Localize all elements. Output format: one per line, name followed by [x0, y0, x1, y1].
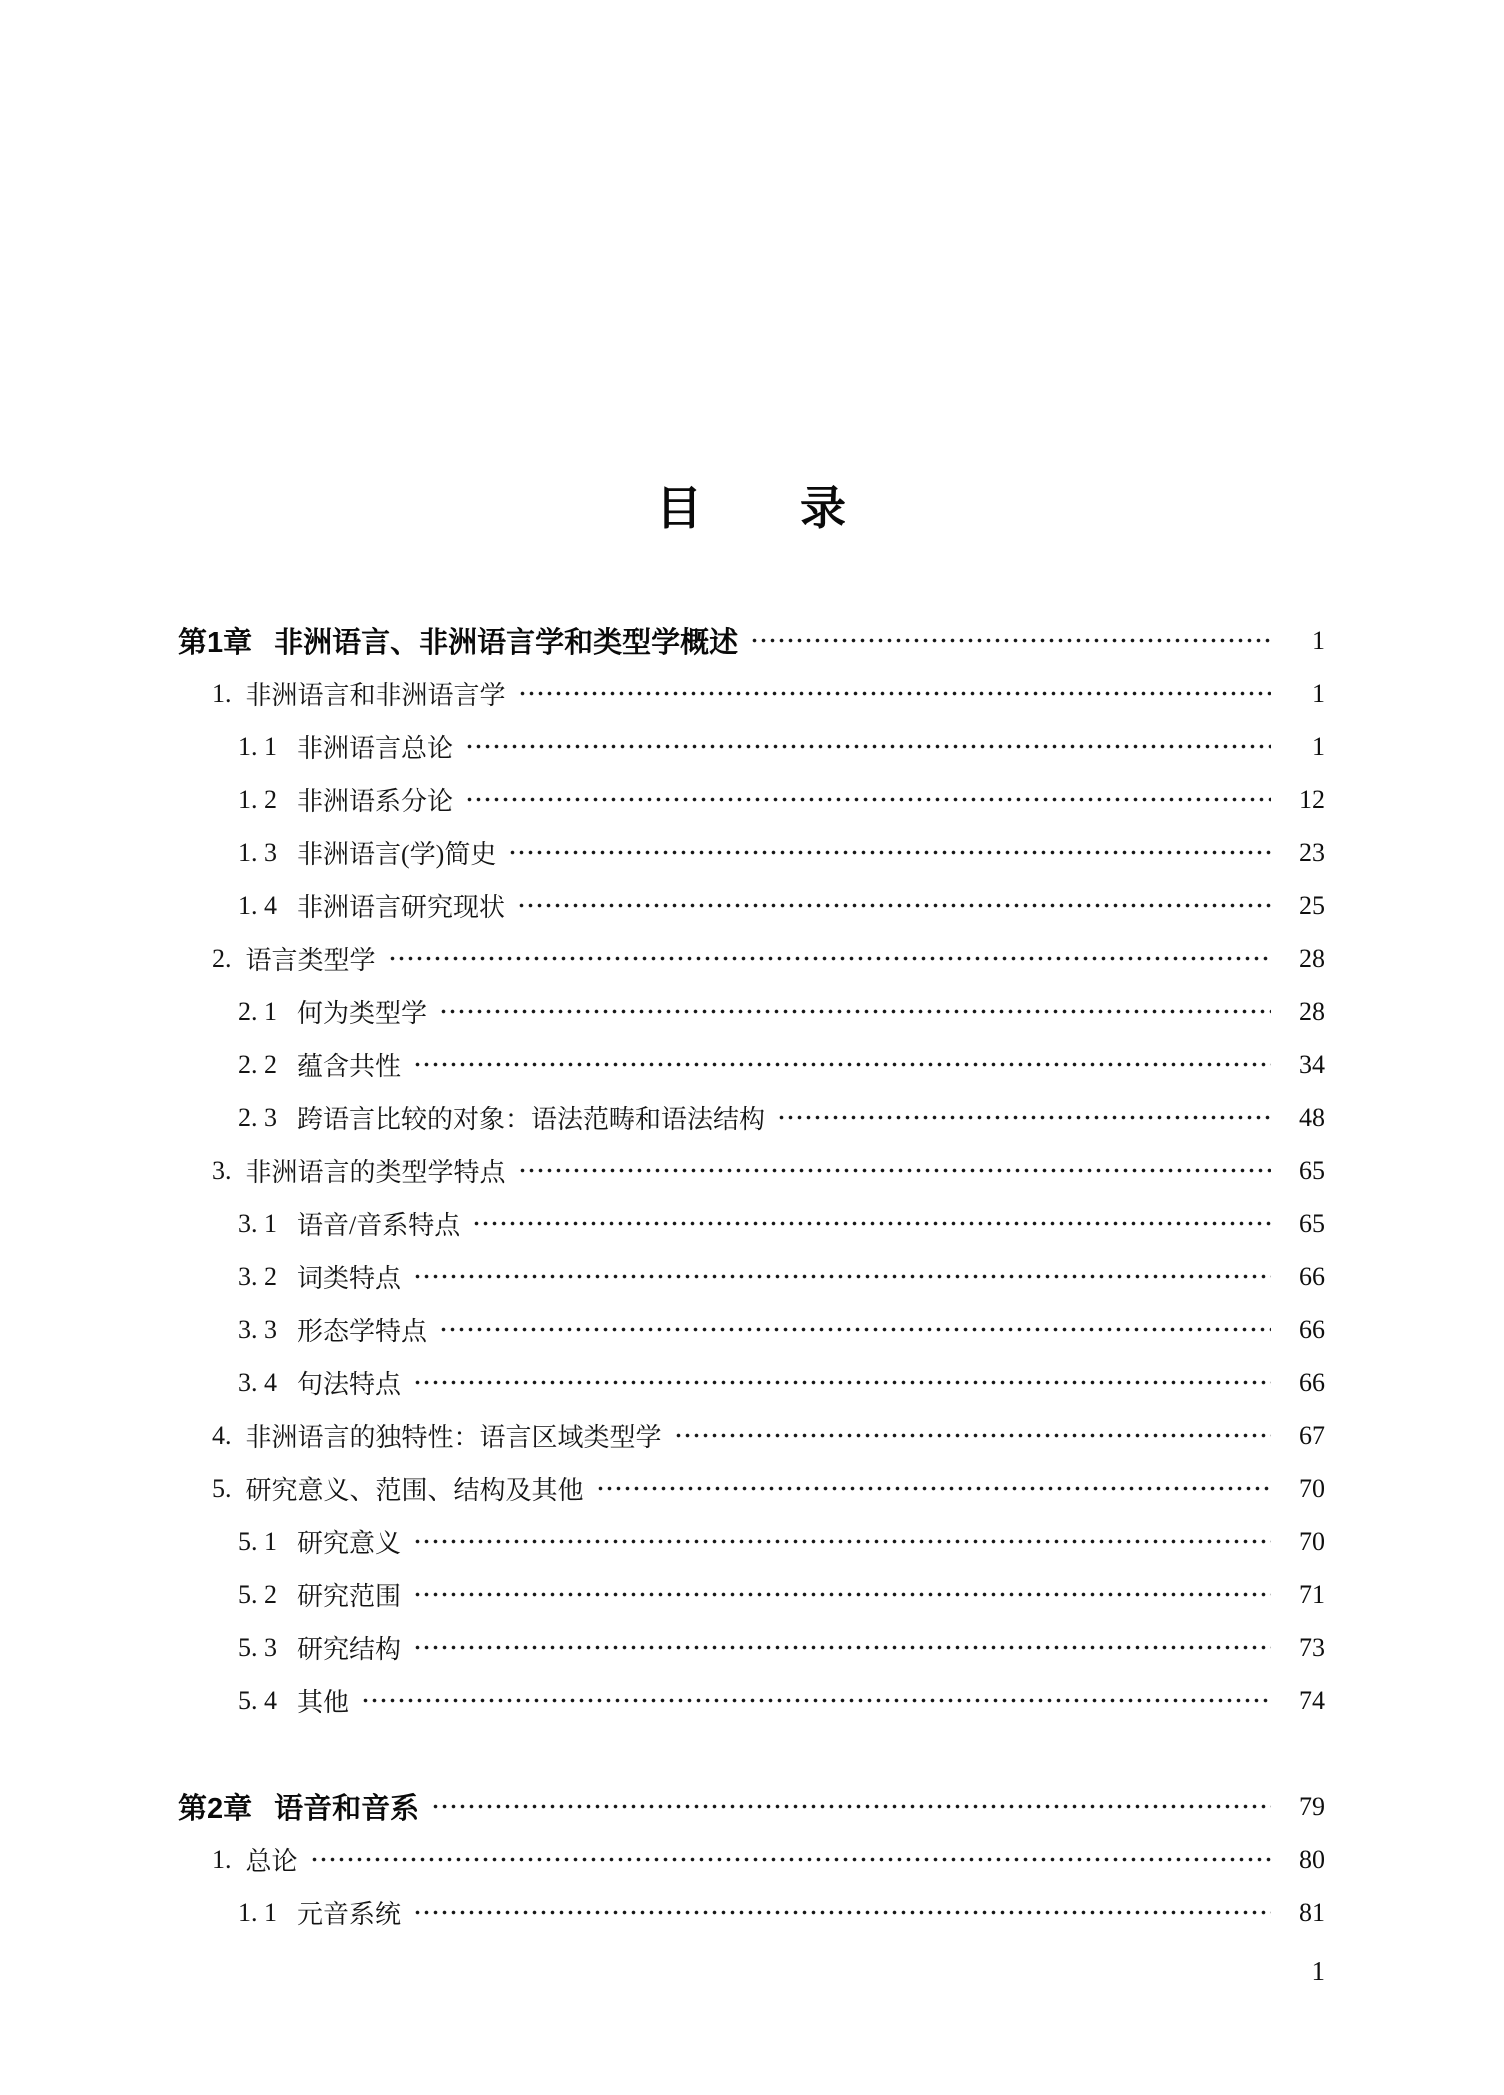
toc-entry	[178, 720, 1325, 773]
toc-entry-page: 66	[1299, 1261, 1325, 1291]
toc-entry-number: 2.	[212, 943, 232, 973]
toc-entry-title: 语言类型学	[245, 946, 376, 975]
toc-entry	[178, 614, 1325, 667]
toc-entry-title: 非洲语系分论	[297, 787, 454, 816]
toc-list	[178, 614, 1325, 1939]
dot-leader	[439, 1303, 1271, 1356]
dot-leader	[596, 1462, 1271, 1515]
dot-leader	[465, 720, 1271, 773]
toc-entry	[178, 1568, 1325, 1621]
folio-page-number: 1	[1311, 1956, 1325, 1986]
toc-entry-number: 3.	[212, 1155, 232, 1185]
toc-entry-number: 1. 3	[238, 837, 277, 867]
dot-leader	[517, 879, 1271, 932]
toc-entry-title: 句法特点	[297, 1370, 402, 1399]
toc-entry-title: 跨语言比较的对象：语法范畴和语法结构	[297, 1105, 766, 1134]
dot-leader	[750, 614, 1271, 667]
toc-entry-title: 语音和音系	[274, 1793, 420, 1825]
toc-entry-number: 5. 2	[238, 1579, 277, 1609]
dot-leader	[439, 985, 1271, 1038]
toc-entry-number: 5. 3	[238, 1632, 277, 1662]
toc-entry-page: 80	[1299, 1844, 1325, 1874]
dot-leader	[361, 1674, 1271, 1727]
toc-entry-page: 12	[1299, 784, 1325, 814]
toc-entry	[178, 932, 1325, 985]
toc-entry-number: 4.	[212, 1420, 232, 1450]
dot-leader	[518, 1144, 1271, 1197]
toc-entry-title: 研究结构	[297, 1635, 402, 1664]
toc-entry	[178, 1250, 1325, 1303]
toc-entry-number: 1.	[212, 678, 232, 708]
toc-entry-title: 形态学特点	[297, 1317, 428, 1346]
dot-leader	[413, 1038, 1271, 1091]
toc-entry	[178, 1303, 1325, 1356]
toc-entry-page: 34	[1299, 1049, 1325, 1079]
dot-leader	[413, 1515, 1271, 1568]
toc-entry-page: 66	[1299, 1367, 1325, 1397]
toc-entry	[178, 1197, 1325, 1250]
toc-entry-page: 1	[1312, 678, 1325, 708]
toc-entry	[178, 879, 1325, 932]
toc-entry-number: 2. 3	[238, 1102, 277, 1132]
toc-entry-number: 5. 4	[238, 1685, 277, 1715]
toc-entry-title: 元音系统	[297, 1900, 402, 1929]
dot-leader	[777, 1091, 1271, 1144]
toc-entry-title: 语音/音系特点	[297, 1211, 461, 1240]
toc-entry-title: 研究意义、范围、结构及其他	[245, 1476, 584, 1505]
toc-entry-number: 1.	[212, 1844, 232, 1874]
toc-entry	[178, 1886, 1325, 1939]
toc-entry-number: 5.	[212, 1473, 232, 1503]
dot-leader	[472, 1197, 1271, 1250]
page-title: 目 录	[656, 482, 848, 534]
toc-entry-page: 70	[1299, 1473, 1325, 1503]
toc-entry	[178, 985, 1325, 1038]
toc-entry-number: 1. 1	[238, 731, 277, 761]
dot-leader	[388, 932, 1271, 985]
dot-leader	[413, 1886, 1271, 1939]
dot-leader	[413, 1356, 1271, 1409]
toc-entry-page: 70	[1299, 1526, 1325, 1556]
dot-leader	[508, 826, 1271, 879]
toc-entry-page: 66	[1299, 1314, 1325, 1344]
dot-leader	[413, 1621, 1271, 1674]
toc-entry	[178, 826, 1325, 879]
toc-entry-page: 71	[1299, 1579, 1325, 1609]
toc-entry-page: 81	[1299, 1897, 1325, 1927]
toc-entry	[178, 1462, 1325, 1515]
toc-entry	[178, 1780, 1325, 1833]
toc-entry-page: 1	[1312, 731, 1325, 761]
toc-entry-number: 2. 2	[238, 1049, 277, 1079]
toc-entry-number: 3. 1	[238, 1208, 277, 1238]
dot-leader	[431, 1780, 1271, 1833]
toc-entry-title: 其他	[297, 1688, 350, 1717]
toc-entry-page: 65	[1299, 1155, 1325, 1185]
toc-entry-number: 3. 2	[238, 1261, 277, 1291]
toc-entry	[178, 667, 1325, 720]
toc-entry-number: 第1章	[178, 627, 253, 659]
toc-entry-page: 73	[1299, 1632, 1325, 1662]
toc-entry	[178, 1409, 1325, 1462]
toc-entry-title: 总论	[245, 1847, 298, 1876]
toc-entry-number: 5. 1	[238, 1526, 277, 1556]
toc-entry-title: 研究意义	[297, 1529, 402, 1558]
toc-entry-number: 3. 4	[238, 1367, 277, 1397]
toc-entry-title: 词类特点	[297, 1264, 402, 1293]
toc-entry-title: 非洲语言(学)简史	[297, 840, 497, 869]
dot-leader	[413, 1250, 1271, 1303]
dot-leader	[518, 667, 1271, 720]
toc-entry	[178, 1144, 1325, 1197]
toc-entry-number: 1. 2	[238, 784, 277, 814]
toc-entry-page: 28	[1299, 943, 1325, 973]
toc-entry-page: 25	[1299, 890, 1325, 920]
toc-entry	[178, 1515, 1325, 1568]
dot-leader	[674, 1409, 1271, 1462]
toc-entry	[178, 1038, 1325, 1091]
toc-entry-title: 蕴含共性	[297, 1052, 402, 1081]
toc-entry-title: 非洲语言和非洲语言学	[245, 681, 506, 710]
toc-entry-title: 非洲语言、非洲语言学和类型学概述	[274, 627, 739, 659]
toc-entry-page: 65	[1299, 1208, 1325, 1238]
toc-entry-title: 非洲语言总论	[297, 734, 454, 763]
toc-entry-title: 非洲语言的独特性：语言区域类型学	[245, 1423, 662, 1452]
toc-entry	[178, 1091, 1325, 1144]
toc-entry	[178, 1356, 1325, 1409]
toc-entry-title: 研究范围	[297, 1582, 402, 1611]
toc-entry	[178, 1674, 1325, 1727]
toc-entry-page: 28	[1299, 996, 1325, 1026]
toc-entry-page: 74	[1299, 1685, 1325, 1715]
toc-entry	[178, 1833, 1325, 1886]
toc-entry-page: 79	[1299, 1791, 1325, 1821]
toc-entry-number: 3. 3	[238, 1314, 277, 1344]
toc-entry-number: 2. 1	[238, 996, 277, 1026]
dot-leader	[465, 773, 1271, 826]
toc-entry-page: 67	[1299, 1420, 1325, 1450]
dot-leader	[413, 1568, 1271, 1621]
toc-entry	[178, 773, 1325, 826]
toc-entry-page: 1	[1312, 625, 1325, 655]
toc-entry-number: 1. 1	[238, 1897, 277, 1927]
toc-entry-title: 非洲语言的类型学特点	[245, 1158, 506, 1187]
toc-entry-page: 23	[1299, 837, 1325, 867]
dot-leader	[310, 1833, 1271, 1886]
toc-entry-page: 48	[1299, 1102, 1325, 1132]
toc-entry-number: 第2章	[178, 1793, 253, 1825]
toc-entry-title: 非洲语言研究现状	[297, 893, 506, 922]
toc-entry-title: 何为类型学	[297, 999, 428, 1028]
toc-entry	[178, 1621, 1325, 1674]
toc-entry-number: 1. 4	[238, 890, 277, 920]
